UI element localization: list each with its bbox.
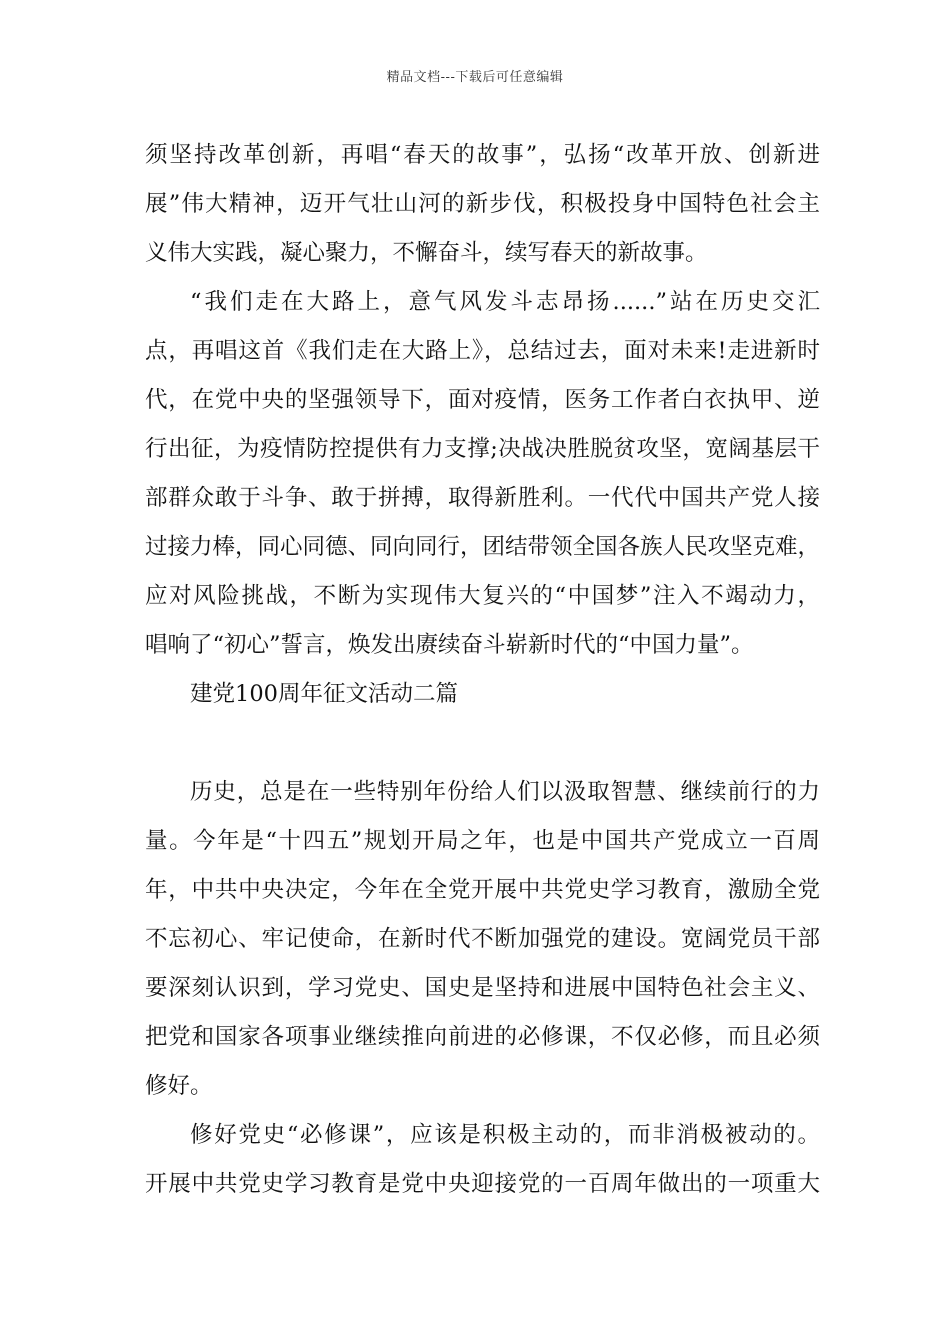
text-line: 须坚持改革创新，再唱“春天的故事”，弘扬“改革开放、创新进 [145,142,820,168]
document-body [145,131,820,1209]
text-line: 代，在党中央的坚强领导下，面对疫情，医务工作者白衣执甲、逆 [145,387,820,413]
text-line: 应对风险挑战，不断为实现伟大复兴的“中国梦”注入不竭动力， [145,583,820,609]
text-line: 历史，总是在一些特别年份给人们以汲取智慧、继续前行的力 [190,779,820,805]
text-line: 年，中共中央决定，今年在全党开展中共党史学习教育，激励全党 [145,877,820,903]
text-line: 唱响了“初心”誓言，焕发出赓续奋斗崭新时代的“中国力量”。 [145,632,754,658]
text-line: 要深刻认识到，学习党史、国史是坚持和进展中国特色社会主义、 [145,975,820,1001]
page-header: 精品文档---下载后可任意编辑 [386,70,564,85]
text-line: 义伟大实践，凝心聚力，不懈奋斗，续写春天的新故事。 [145,240,708,266]
section-title: 建党100周年征文活动二篇 [190,681,458,707]
text-line: 点，再唱这首《我们走在大路上》，总结过去，面对未来!走进新时 [145,338,820,364]
text-line: 修好党史“必修课”，应该是积极主动的，而非消极被动的。 [190,1122,820,1148]
blank-line [145,719,820,768]
text-line: 量。今年是“十四五”规划开局之年，也是中国共产党成立一百周 [145,828,820,854]
text-line: 修好。 [145,1073,213,1099]
text-line: 部群众敢于斗争、敢于拼搏，取得新胜利。一代代中国共产党人接 [145,485,820,511]
text-line: 把党和国家各项事业继续推向前进的必修课，不仅必修，而且必须 [145,1024,820,1050]
text-line: 不忘初心、牢记使命，在新时代不断加强党的建设。宽阔党员干部 [145,926,820,952]
text-line: 过接力棒，同心同德、同向同行，团结带领全国各族人民攻坚克难， [145,534,821,560]
text-line: 展”伟大精神，迈开气壮山河的新步伐，积极投身中国特色社会主 [145,191,820,217]
text-line: “我们走在大路上，意气风发斗志昂扬......”站在历史交汇 [190,289,820,315]
text-line: 行出征，为疫情防控提供有力支撑;决战决胜脱贫攻坚，宽阔基层干 [145,436,820,462]
text-line: 开展中共党史学习教育是党中央迎接党的一百周年做出的一项重大 [145,1171,820,1197]
